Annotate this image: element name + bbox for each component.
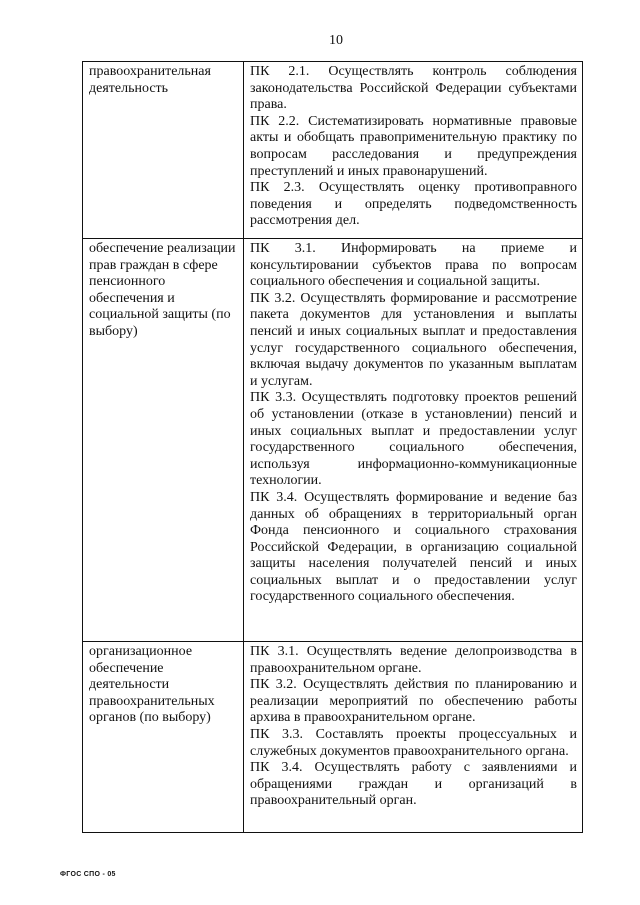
competency-item: ПК 3.3. Составлять проекты процессуальных и служебных документов правоохранительного органа. [250, 726, 577, 759]
footer-code: ФГОС СПО - 05 [60, 871, 116, 878]
table-row [83, 239, 583, 642]
activity-area-cell: правоохранительная деятельность [83, 62, 244, 239]
competency-item: ПК 3.3. Осуществлять подготовку проектов решений об установлении (отказе в установлении) пенсий и иных социальных выплат и предоставлении услуг государственного социального обеспечения, используя информационно-коммуникационные технологии. [250, 390, 577, 489]
competency-item: ПК 2.2. Систематизировать нормативные правовые акты и обобщать правоприменительную практику по вопросам расследования и предупреждения преступлений и иных правонарушений. [250, 113, 577, 179]
competency-item: ПК 3.4. Осуществлять формирование и ведение баз данных об обращениях в территориальный орган Фонда пенсионного и социального страхования Российской Федерации, в организацию социальной защиты населения получателей пенсий и иных социальных выплат и о предоставлении услуг государственного социального обеспечения. [250, 489, 577, 605]
competency-item: ПК 3.1. Информировать на приеме и консультировании субъектов права по вопросам социального обеспечения и социальной защиты. [250, 241, 577, 290]
competencies-cell [244, 642, 583, 833]
competency-item: ПК 3.2. Осуществлять действия по планированию и реализации мероприятий по обеспечению работы архива в правоохранительном органе. [250, 677, 577, 726]
competency-item: ПК 3.2. Осуществлять формирование и рассмотрение пакета документов для установления и выплаты пенсий и иных социальных выплат и предоставления услуг государственного социального обеспечения, включая выдачу документов по указанным выплатам и услугам. [250, 290, 577, 389]
competency-item: ПК 2.1. Осуществлять контроль соблюдения законодательства Российской Федерации субъектами права. [250, 64, 577, 113]
competency-item: ПК 2.3. Осуществлять оценку противоправного поведения и определять подведомственность рассмотрения дел. [250, 180, 577, 229]
competency-table [82, 61, 583, 833]
activity-area-cell: обеспечение реализации прав граждан в сфере пенсионного обеспечения и социальной защиты (по выбору) [83, 239, 244, 642]
competencies-cell [244, 62, 583, 239]
table-row [83, 642, 583, 833]
competency-item: ПК 3.4. Осуществлять работу с заявлениями и обращениями граждан и организаций в правоохранительный орган. [250, 760, 577, 809]
page-number: 10 [329, 33, 343, 48]
competency-item: ПК 3.1. Осуществлять ведение делопроизводства в правоохранительном органе. [250, 644, 577, 676]
table-row [83, 62, 583, 239]
activity-area-cell: организационное обеспечение деятельности правоохранительных органов (по выбору) [83, 642, 244, 833]
competencies-cell [244, 239, 583, 642]
